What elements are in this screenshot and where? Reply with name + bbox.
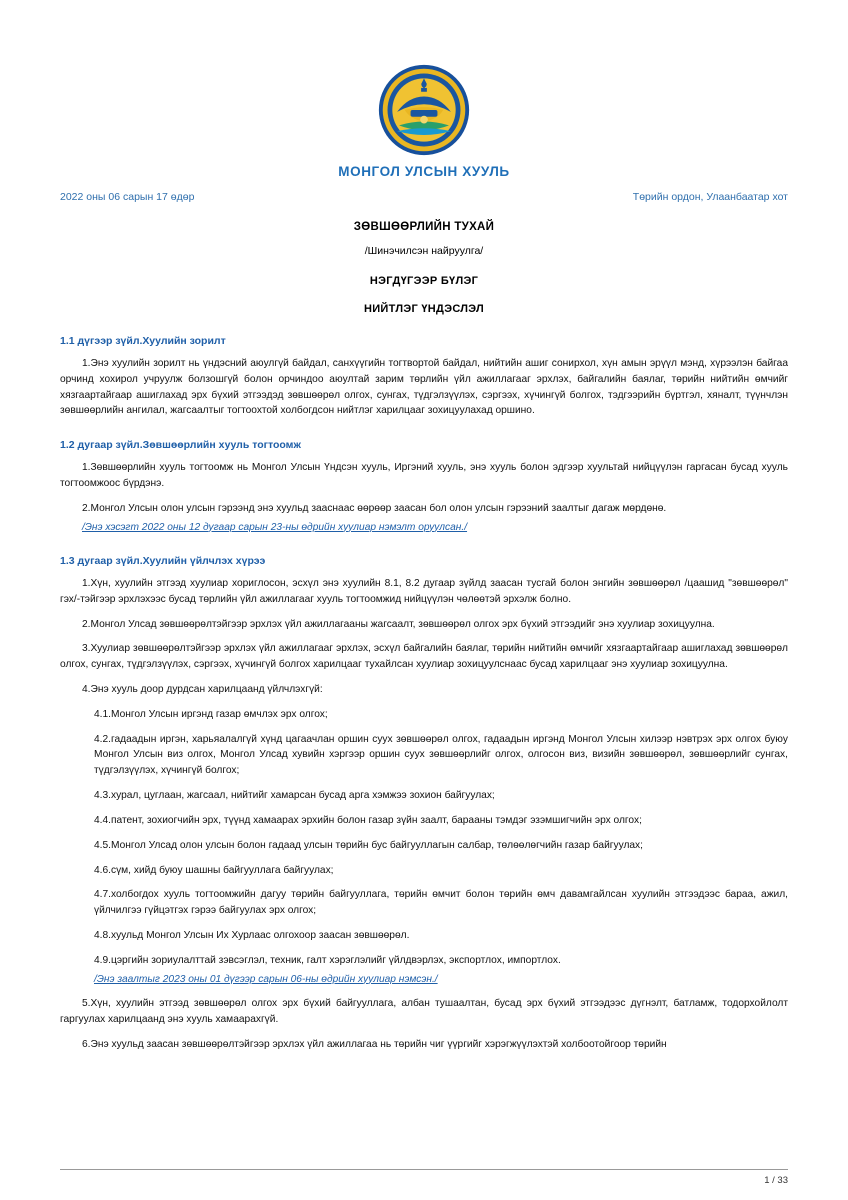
document-place: Төрийн ордон, Улаанбаатар хот [632,191,788,203]
law-label: МОНГОЛ УЛСЫН ХУУЛЬ [338,164,510,179]
amendment-note: /Энэ заалтыг 2023 оны 01 дүгээр сарын 06-ны өдрийн хуулиар нэмсэн./ [94,973,438,985]
paragraph: 2.Монгол Улсад зөвшөөрөлтэйгээр эрхлэх үйл ажиллагааны жагсаалт, зөвшөөрөл олгох эрх бүхий этгээдийг энэ хуулиар зохицуулна. [82,618,715,630]
page-footer [60,1169,788,1186]
sub-item: 4.6.сүм, хийд буюу шашны байгууллага байгуулах; [94,864,334,876]
meta-row [60,191,788,203]
sub-item: 4.8.хуульд Монгол Улсын Их Хурлаас олгохоор заасан зөвшөөрөл. [94,929,410,941]
document-subtitle: /Шинэчилсэн найруулга/ [364,245,484,257]
paragraph: 1.Хүн, хуулийн этгээд хуулиар хориглосон, эсхүл энэ хуулийн 8.1, 8.2 дугаар зүйлд заасан тусгай болон энгийн зөвшөөрөл /цаашид "зөвшөөрөл" гэх/-тэйгээр эрхлэхээс бусад төрлийн үйл ажиллагааг хууль тогтоомжид нийцүүлэн чөлөөтэй эрхэлж болно. [60,577,788,605]
page-number: 1 / 33 [764,1175,788,1186]
sub-item: 4.5.Монгол Улсад олон улсын болон гадаад улсын төрийн бус байгууллагын салбар, төлөөлөгчийн газар байгуулах; [94,839,643,851]
emblem-block [60,62,788,179]
sub-item: 4.1.Монгол Улсын иргэнд газар өмчлэх эрх олгох; [94,708,328,720]
paragraph: 1.Энэ хуулийн зорилт нь үндэсний аюулгүй байдал, санхүүгийн тогтвортой байдал, нийтийн ашиг сонирхол, хүн амын эрүүл мэнд, хүрээлэн байгаа орчинд хохирол учруулж болзошгүй болон орчиндоо аюултай зарим төрлийн үйл ажиллагааг эрхлэх, байгалийн баялаг, төрийн нийтийн өмчийг хязгаартайгаар ашиглахад эрх бүхий этгээдэд зөвшөөрөл олгох, сунгах, түдгэлзүүлэх, сэргээх, хүчингүй болгох, тэдгээрийн бүртгэл, хяналт, түүнчлэн зөвшөөрлийн ангилал, жагсаалтыг тогтоохтой холбогдсон нийтлэг харилцааг зохицуулахад оршино. [60,358,788,417]
paragraph: 5.Хүн, хуулийн этгээд зөвшөөрөл олгох эрх бүхий байгууллага, албан тушаалтан, бусад эрх бүхий этгээдээс дүгнэлт, батламж, тодорхойлолт гаргуулах харилцаанд энэ хууль хамаарахгүй. [60,997,788,1025]
sub-item: 4.4.патент, зохиогчийн эрх, түүнд хамаарах эрхийн болон газар зүйн заалт, барааны тэмдэг эзэмшигчийн эрх олгох; [94,814,642,826]
article-heading-1-2: 1.2 дугаар зүйл.Зөвшөөрлийн хууль тогтоомж [60,439,301,452]
page-title: ЗӨВШӨӨРЛИЙН ТУХАЙ [353,221,495,233]
sub-item: 4.2.гадаадын иргэн, харьяалалгүй хүнд цагаачлан оршин суух зөвшөөрөл олгох, гадаадын иргэнд Монгол Улсын хилээр нэвтрэх эрх олгох буюу Монгол Улсын виз олгох, Монгол Улсад хувийн хэргээр оршин суух зөвшөөрлийг олгох, олгосон виз, визийн зөвшөөрөл, зөвшөөрлийг сунгах, түдгэлзүүлэх, хүчингүй болгох; [94,733,788,777]
sub-item: 4.9.цэргийн зориулалттай зэвсэглэл, техник, галт хэрэглэлийг үйлдвэрлэх, экспортлох, импортлох. [94,954,561,966]
mongolia-state-emblem-icon [376,62,472,158]
article-heading-1-1: 1.1 дүгээр зүйл.Хуулийн зорилт [60,335,226,347]
paragraph: 4.Энэ хууль доор дурдсан харилцаанд үйлчлэхгүй: [82,684,323,696]
amendment-note: /Энэ хэсэгт 2022 оны 12 дугаар сарын 23-ны өдрийн хуулиар нэмэлт оруулсан./ [82,521,468,533]
document-date: 2022 оны 06 сарын 17 өдөр [60,191,195,203]
paragraph: 3.Хуулиар зөвшөөрөлтэйгээр эрхлэх үйл ажиллагааг эрхлэх, эсхүл байгалийн баялаг, төрийн нийтийн өмчийг хязгаартайгаар ашиглахад зөвшөөрөл олгох, сунгах, түдгэлзүүлэх, сэргээх, хүчингүй болгох харилцааг тухайлсан хуулиар зохицуулснаас бусад харилцааг энэ хуулиар зохицуулна. [60,643,788,671]
paragraph: 6.Энэ хуульд заасан зөвшөөрөлтэйгээр эрхлэх үйл ажиллагаа нь төрийн чиг үүргийг хэрэгжүүлэхтэй холбоотойгоор төрийн [82,1038,667,1050]
paragraph: 2.Монгол Улсын олон улсын гэрээнд энэ хуульд зааснаас өөрөөр заасан бол олон улсын гэрээний заалтыг дагаж мөрдөнө. [82,502,667,514]
sub-item: 4.7.холбогдох хууль тогтоомжийн дагуу төрийн байгууллага, төрийн өмчит болон төрийн өмч давамгайлсан хуулийн этгээдээс бараа, ажил, үйлчилгээ гүйцэтгэх гэрээ байгуулах эрх олгох; [94,889,788,917]
chapter-title: НИЙТЛЭГ ҮНДЭСЛЭЛ [363,303,485,315]
paragraph: 1.Зөвшөөрлийн хууль тогтоомж нь Монгол Улсын Үндсэн хууль, Иргэний хууль, энэ хууль болон эдгээр хуультай нийцүүлэн гаргасан бусад хууль тогтоомжоос бүрдэнэ. [60,462,788,490]
chapter-number: НЭГДҮГЭЭР БҮЛЭГ [369,275,479,287]
article-heading-1-3: 1.3 дугаар зүйл.Хуулийн үйлчлэх хүрээ [60,554,266,567]
sub-item: 4.3.хурал, цуглаан, жагсаал, нийтийг хамарсан бусад арга хэмжээ зохион байгуулах; [94,790,495,802]
